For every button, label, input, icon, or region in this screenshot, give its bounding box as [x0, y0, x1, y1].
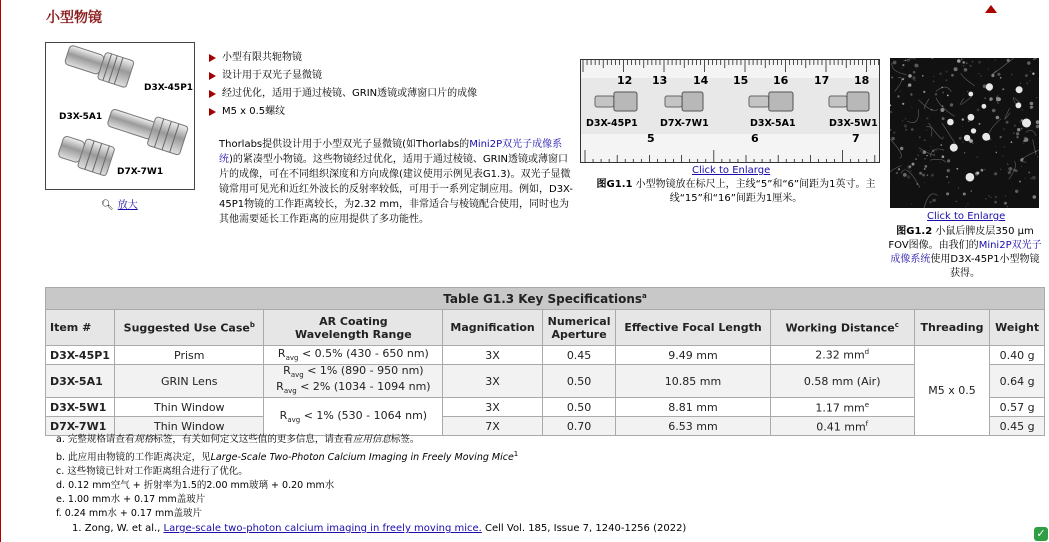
header-ar-coating: AR Coating Wavelength Range	[264, 310, 443, 346]
micrograph-speck	[1037, 156, 1038, 157]
micrograph-cell	[982, 104, 987, 109]
micrograph-speck	[917, 155, 919, 157]
micrograph-dendrite	[926, 127, 932, 137]
micrograph-speck	[903, 173, 907, 177]
micrograph-speck	[940, 162, 941, 163]
micrograph-speck	[1016, 136, 1018, 138]
micrograph-speck	[995, 146, 996, 147]
micrograph-speck	[966, 62, 968, 64]
micrograph-caption: 图G1.2 小鼠后脾皮层350 µm FOV图像。由我们的Mini2P双光子成像系统使用D3X-45P1小型物镜获得。	[888, 226, 1042, 279]
mini2p-link-2[interactable]: Mini2P双光子成像系统	[890, 240, 1042, 265]
micrograph-speck	[1006, 121, 1009, 124]
micrograph-dendrite	[929, 123, 944, 139]
table-row: D7X-7W1 Thin Window 7X 0.70 6.53 mm 0.41 $mm^f$ 0.45 g	[46, 417, 1045, 436]
micrograph-speck	[990, 139, 992, 141]
micrograph-cell	[985, 135, 990, 140]
micrograph-speck	[971, 190, 973, 192]
micrograph-speck	[1036, 97, 1037, 98]
micrograph-speck	[931, 174, 934, 177]
micrograph-speck	[900, 147, 903, 150]
micrograph-speck	[980, 75, 982, 77]
ruler-number: 16	[773, 74, 789, 87]
objective-barrel	[595, 96, 614, 107]
micrograph-speck	[922, 75, 924, 77]
micrograph-dendrite	[895, 77, 902, 91]
micrograph-dendrite	[961, 96, 972, 104]
micrograph-speck	[994, 201, 997, 204]
micrograph-speck	[1028, 172, 1030, 174]
micrograph-speck	[930, 146, 931, 147]
checkmark-icon[interactable]: ✓	[1034, 527, 1048, 541]
micrograph-speck	[1023, 143, 1024, 144]
micrograph-speck	[1016, 132, 1019, 135]
ruler-number: 18	[854, 74, 870, 87]
micrograph-speck	[1009, 167, 1013, 171]
micrograph-speck	[911, 128, 914, 131]
micrograph-speck	[902, 64, 904, 66]
micrograph-speck	[900, 91, 901, 92]
micrograph-speck	[1030, 70, 1032, 72]
objective-thread	[769, 92, 793, 111]
ruler-objectives	[595, 92, 869, 111]
micrograph-speck	[912, 163, 915, 166]
micrograph-speck	[976, 172, 979, 175]
micrograph-speck	[1017, 128, 1020, 131]
micrograph-speck	[984, 169, 985, 170]
micrograph-speck	[1024, 137, 1027, 140]
ruler-number: 17	[814, 74, 830, 87]
micrograph-cell	[1016, 103, 1022, 109]
micrograph-speck	[1008, 168, 1009, 169]
threading-cell: M5 x 0.5	[914, 346, 990, 436]
micrograph-speck	[978, 61, 981, 64]
ruler-enlarge-link[interactable]: Click to Enlarge	[692, 165, 771, 176]
micrograph-dendrite	[1005, 108, 1010, 119]
micrograph-speck	[902, 68, 903, 69]
micrograph-speck	[1022, 109, 1024, 111]
ruler-label-d3x-5w1: D3X-5W1	[829, 118, 878, 129]
micrograph-speck	[958, 187, 959, 188]
table-row: D3X-45P1 Prism $R_{avg} < 0.5\%$ (430 - 650 nm) 3X 0.45 9.49 mm 2.32 $mm^d$ M5 x 0.5 0.40 g	[46, 346, 1045, 365]
micrograph-cell	[986, 83, 993, 90]
micrograph-speck	[957, 59, 961, 63]
label-d7x-7w1: D7X-7W1	[117, 167, 164, 177]
micrograph-speck	[1033, 195, 1037, 199]
micrograph-speck	[985, 198, 986, 199]
micrograph-speck	[1004, 146, 1005, 147]
micrograph-speck	[923, 91, 925, 93]
micrograph-speck	[1030, 177, 1032, 179]
micrograph-speck	[942, 92, 944, 94]
micrograph-cell	[971, 128, 976, 133]
ruler-figure[interactable]	[580, 59, 880, 163]
micrograph-dendrite	[989, 119, 1001, 134]
footnote-f: f. 0.24 mm水 + 0.17 mm盖玻片	[56, 508, 203, 520]
micrograph-speck	[929, 201, 931, 203]
objective-thread	[847, 92, 869, 111]
objective-barrel	[665, 96, 682, 107]
micrograph-cell	[947, 119, 954, 126]
micrograph-speck	[950, 103, 953, 106]
micrograph-speck	[1004, 202, 1007, 205]
header-item: Item #	[46, 310, 115, 346]
micrograph-speck	[1027, 61, 1030, 64]
reference-link[interactable]: Large-scale two-photon calcium imaging in freely moving mice.	[163, 523, 482, 534]
micrograph-speck	[972, 143, 973, 144]
micrograph-dendrite	[936, 87, 951, 92]
micrograph-speck	[915, 64, 919, 68]
micrograph-speck	[1038, 60, 1039, 61]
micrograph-speck	[1000, 169, 1001, 170]
micrograph-speck	[976, 156, 978, 158]
label-d3x-5a1: D3X-5A1	[59, 112, 103, 122]
micrograph-speck	[1015, 190, 1018, 193]
micrograph-dendrite	[961, 73, 975, 86]
micrograph-speck	[908, 83, 911, 86]
micrograph-speck	[1013, 133, 1014, 134]
micrograph-speck	[905, 118, 907, 120]
micrograph-speck	[1025, 74, 1028, 77]
micrograph-dendrite	[890, 166, 902, 184]
micrograph-speck	[995, 59, 997, 61]
micrograph-speck	[962, 118, 964, 120]
micrograph-cell	[1016, 86, 1023, 93]
micrograph-speck	[942, 155, 945, 158]
micrograph-speck	[962, 126, 963, 127]
micrograph-speck	[963, 142, 964, 143]
micrograph-speck	[907, 175, 911, 179]
micrograph-speck	[963, 193, 966, 196]
micrograph-speck	[1030, 106, 1033, 109]
micrograph-speck	[990, 197, 991, 198]
header-weight: Weight	[990, 310, 1045, 346]
header-na: Numerical Aperture	[542, 310, 616, 346]
micrograph-speck	[927, 174, 929, 176]
micrograph-speck	[1023, 140, 1025, 142]
micrograph-speck	[984, 97, 986, 99]
micrograph-speck	[966, 206, 967, 207]
objective-thread	[614, 92, 637, 111]
micrograph-dendrite	[930, 159, 945, 162]
micrograph-speck	[912, 76, 915, 79]
micrograph-speck	[1011, 74, 1013, 76]
micrograph-speck	[896, 172, 898, 174]
micrograph-speck	[904, 124, 907, 127]
micrograph-speck	[961, 59, 962, 60]
table-footnotes	[56, 433, 518, 521]
micrograph-speck	[893, 131, 895, 133]
ruler-number: 6	[751, 132, 759, 145]
micrograph-speck	[1003, 155, 1004, 156]
micrograph-speck	[919, 172, 922, 175]
micrograph-speck	[904, 78, 905, 79]
micrograph-speck	[1021, 166, 1022, 167]
micrograph-speck	[945, 79, 947, 81]
micrograph-speck	[988, 195, 989, 196]
ruler-number: 5	[647, 132, 655, 145]
micrograph-speck	[951, 74, 954, 77]
micrograph-speck	[936, 150, 937, 151]
micrograph-speck	[988, 69, 989, 70]
micrograph-speck	[890, 111, 892, 114]
table-row: D3X-5A1 GRIN Lens $R_{avg} < 1\%$ (890 - 950 nm) $R_{avg} < 2\%$ (1034 - 1094 nm) 3X 0.50 10.85 mm 0.58 mm (Air) 0.64 g	[46, 365, 1045, 398]
micrograph-dendrite	[890, 139, 901, 158]
micrograph-speck	[926, 155, 928, 157]
ruler-number: 15	[733, 74, 749, 87]
micrograph-speck	[911, 203, 912, 204]
table-caption: Table G1.3 Key Specifications$^a$	[46, 288, 1045, 310]
micrograph-dendrite	[901, 170, 920, 188]
micrograph-speck	[1020, 121, 1021, 122]
micrograph-speck	[1020, 122, 1021, 123]
micrograph-speck	[924, 139, 926, 141]
micrograph-speck	[947, 95, 949, 97]
micrograph-speck	[920, 150, 921, 151]
micrograph-speck	[935, 93, 937, 95]
micrograph-speck	[933, 81, 934, 82]
micrograph-speck	[946, 192, 949, 195]
table-row: D3X-5W1 Thin Window $R_{avg} < 1\%$ (530 - 1064 nm) 3X 0.50 8.81 mm 1.17 $mm^e$ 0.57 g	[46, 398, 1045, 417]
micrograph-speck	[931, 58, 933, 59]
header-efl: Effective Focal Length	[616, 310, 770, 346]
feature-item: 小型有限共轭物镜	[209, 51, 477, 69]
micrograph-speck	[946, 176, 948, 178]
ruler-number: 13	[652, 74, 668, 87]
enlarge-link[interactable]	[101, 196, 138, 211]
micrograph-speck	[893, 61, 897, 65]
micrograph-speck	[996, 116, 1000, 120]
micrograph-speck	[1036, 125, 1039, 129]
micrograph-speck	[1002, 88, 1004, 90]
micrograph-speck	[947, 169, 950, 172]
micrograph-speck	[910, 170, 912, 172]
micrograph-speck	[1030, 102, 1034, 106]
micrograph-speck	[964, 68, 968, 72]
label-d3x-45p1: D3X-45P1	[144, 83, 194, 93]
micrograph-speck	[1000, 77, 1002, 79]
micrograph-speck	[897, 95, 899, 97]
micrograph-speck	[1021, 128, 1023, 130]
micrograph-cell	[966, 173, 975, 182]
micrograph-speck	[1011, 141, 1013, 143]
micrograph-speck	[967, 203, 969, 205]
micrograph-speck	[1019, 181, 1021, 183]
micrograph-speck	[911, 107, 912, 108]
product-image[interactable]	[45, 42, 195, 190]
ruler-label-d7x-7w1: D7X-7W1	[660, 118, 709, 129]
header-use-case: Suggested Use Case$^b$	[115, 310, 264, 346]
micrograph-speck	[979, 73, 980, 74]
micrograph-speck	[954, 67, 958, 71]
micrograph-speck	[1025, 178, 1026, 179]
micrograph-cell	[964, 135, 970, 141]
micrograph-speck	[964, 152, 965, 153]
page-left-border	[0, 0, 1, 542]
footnote-c: c. 这些物镜已针对工作距离组合进行了优化。	[56, 466, 248, 478]
micrograph-speck	[924, 168, 926, 170]
micrograph-speck	[968, 121, 969, 122]
micrograph-speck	[956, 168, 958, 170]
micrograph-speck	[890, 129, 892, 131]
header-threading: Threading	[914, 310, 990, 346]
micrograph-speck	[932, 199, 935, 202]
spec-table	[45, 287, 1045, 436]
micrograph-speck	[996, 152, 998, 154]
back-to-top-icon[interactable]	[985, 5, 997, 13]
mini2p-link[interactable]: Mini2P双光子成像系统	[219, 139, 563, 165]
micrograph-speck	[969, 65, 971, 67]
micrograph-speck	[992, 109, 996, 113]
micrograph-dendrite	[1026, 130, 1036, 135]
ruler-label-d3x-45p1: D3X-45P1	[586, 118, 638, 129]
micrograph-cell	[1022, 119, 1031, 128]
footnote-d: d. 0.12 mm空气 + 折射率为1.5的2.00 mm玻璃 + 0.20 mm水	[56, 480, 335, 492]
micrograph-speck	[987, 59, 988, 60]
micrograph-speck	[1000, 136, 1002, 138]
micrograph-dendrite	[942, 123, 955, 143]
micrograph-speck	[1005, 195, 1006, 196]
micrograph-speck	[989, 97, 992, 100]
micrograph-speck	[1032, 73, 1034, 75]
ruler-number: 14	[693, 74, 709, 87]
micrograph-speck	[902, 78, 904, 80]
description: Thorlabs提供设计用于小型双光子显微镜(如Thorlabs的Mini2P双光子成像系统)的紧凑型小物镜。这些物镜经过优化，适用于通过棱镜、GRIN透镜或薄窗口片的成像，可在不同组织深度和方向成像(建议使用示例见表G1.3)。双光子显微镜常用可见光和近红外波长的反射率较低，可用于一系列定制应用。例如，D3X-45P1物镜的工作距离较长，为2.32 mm，非常适合与棱镜配合使用，同时也为其他需要延长工作距离的应用提供了多功能性。	[219, 139, 574, 225]
micrograph-speck	[991, 74, 994, 77]
micrograph-speck	[914, 80, 915, 81]
objective-barrel	[749, 96, 769, 107]
objective-thread	[682, 92, 703, 111]
micrograph-speck	[922, 174, 925, 177]
micrograph-speck	[1027, 83, 1028, 84]
feature-item: M5 x 0.5螺纹	[209, 105, 477, 123]
micrograph-speck	[915, 158, 917, 160]
micrograph-speck	[963, 65, 965, 67]
micrograph-speck	[902, 103, 904, 105]
micrograph-speck	[898, 168, 900, 170]
micrograph-speck	[981, 169, 984, 172]
ruler-caption: 图G1.1 小型物镜放在标尺上，主线“5”和“6”间距为1英寸。主线“15”和“16”间距为1厘米。	[596, 179, 876, 204]
reference: 1. Zong, W. et al., Large-scale two-photon calcium imaging in freely moving mice. Cell Vol. 185, Issue 7, 1240-1256 (2022)	[72, 523, 687, 534]
micrograph-speck	[962, 61, 965, 64]
feature-item: 设计用于双光子显微镜	[209, 69, 477, 87]
micrograph-speck	[891, 137, 894, 140]
micrograph-speck	[1020, 83, 1021, 84]
micrograph-speck	[926, 117, 928, 119]
objective-barrel	[829, 96, 847, 107]
micrograph-speck	[1007, 206, 1008, 207]
micrograph-speck	[994, 172, 997, 175]
micrograph-speck	[1032, 176, 1036, 180]
micrograph-speck	[890, 105, 891, 107]
micrograph-speck	[940, 144, 942, 146]
micrograph-speck	[956, 201, 957, 202]
section-title: 小型物镜	[46, 10, 102, 26]
micrograph-image[interactable]	[890, 58, 1039, 208]
micrograph-speck	[913, 71, 916, 74]
micrograph-cell	[950, 144, 958, 152]
micrograph-speck	[959, 137, 962, 140]
micrograph-dendrite	[919, 100, 939, 111]
feature-item: 经过优化，适用于通过棱镜、GRIN透镜或薄窗口片的成像	[209, 87, 477, 105]
footnote-e: e. 1.00 mm水 + 0.17 mm盖玻片	[56, 494, 206, 506]
micrograph-enlarge-link[interactable]: Click to Enlarge	[927, 211, 1006, 222]
micrograph-speck	[933, 76, 934, 77]
micrograph-dendrite	[993, 58, 1016, 74]
micrograph-speck	[947, 159, 950, 162]
micrograph-speck	[913, 58, 916, 60]
micrograph-speck	[924, 182, 925, 183]
micrograph-speck	[977, 108, 980, 111]
ruler-number: 7	[852, 132, 860, 145]
micrograph-dendrite	[936, 98, 955, 117]
enlarge-label[interactable]: 放大	[117, 200, 138, 211]
micrograph-speck	[905, 129, 907, 131]
micrograph-dendrite	[907, 109, 918, 122]
micrograph-speck	[972, 61, 974, 63]
feature-list	[209, 51, 477, 123]
micrograph-speck	[967, 91, 968, 92]
micrograph-speck	[909, 165, 912, 168]
micrograph-speck	[926, 130, 927, 131]
micrograph-speck	[945, 70, 947, 72]
ruler-number: 12	[617, 74, 633, 87]
micrograph-speck	[928, 150, 929, 151]
micrograph-speck	[910, 93, 912, 95]
micrograph-cell	[968, 92, 973, 97]
micrograph-speck	[891, 77, 893, 79]
micrograph-speck	[924, 165, 927, 168]
micrograph-speck	[979, 123, 981, 125]
micrograph-speck	[942, 117, 945, 120]
footnote-b: b. 此应用由物镜的工作距离决定，见Large-Scale Two-Photon Calcium Imaging in Freely Moving Mice$^1$	[56, 450, 519, 464]
micrograph-speck	[919, 136, 921, 138]
header-wd: Working Distance$^c$	[770, 310, 914, 346]
header-magnification: Magnification	[443, 310, 542, 346]
micrograph-speck	[939, 72, 942, 75]
ruler-label-d3x-5a1: D3X-5A1	[750, 118, 796, 129]
micrograph-speck	[908, 74, 912, 78]
micrograph-speck	[1036, 120, 1039, 124]
micrograph-speck	[948, 182, 949, 183]
footnote-a: a. 完整规格请查看规格标签，有关如何定义这些值的更多信息，请查看应用信息标签。	[56, 434, 420, 445]
micrograph-speck	[997, 73, 1000, 76]
micrograph-speck	[1008, 171, 1011, 174]
micrograph-dendrite	[892, 63, 907, 75]
micrograph-speck	[1029, 80, 1031, 82]
micrograph-speck	[1014, 125, 1016, 127]
zoom-icon: 🔍︎	[101, 200, 114, 211]
micrograph-speck	[1007, 163, 1009, 165]
micrograph-speck	[902, 120, 903, 121]
micrograph-speck	[1003, 128, 1005, 130]
micrograph-speck	[924, 158, 925, 159]
micrograph-illustration	[890, 58, 1039, 208]
micrograph-cell	[968, 114, 975, 121]
micrograph-speck	[995, 196, 997, 198]
